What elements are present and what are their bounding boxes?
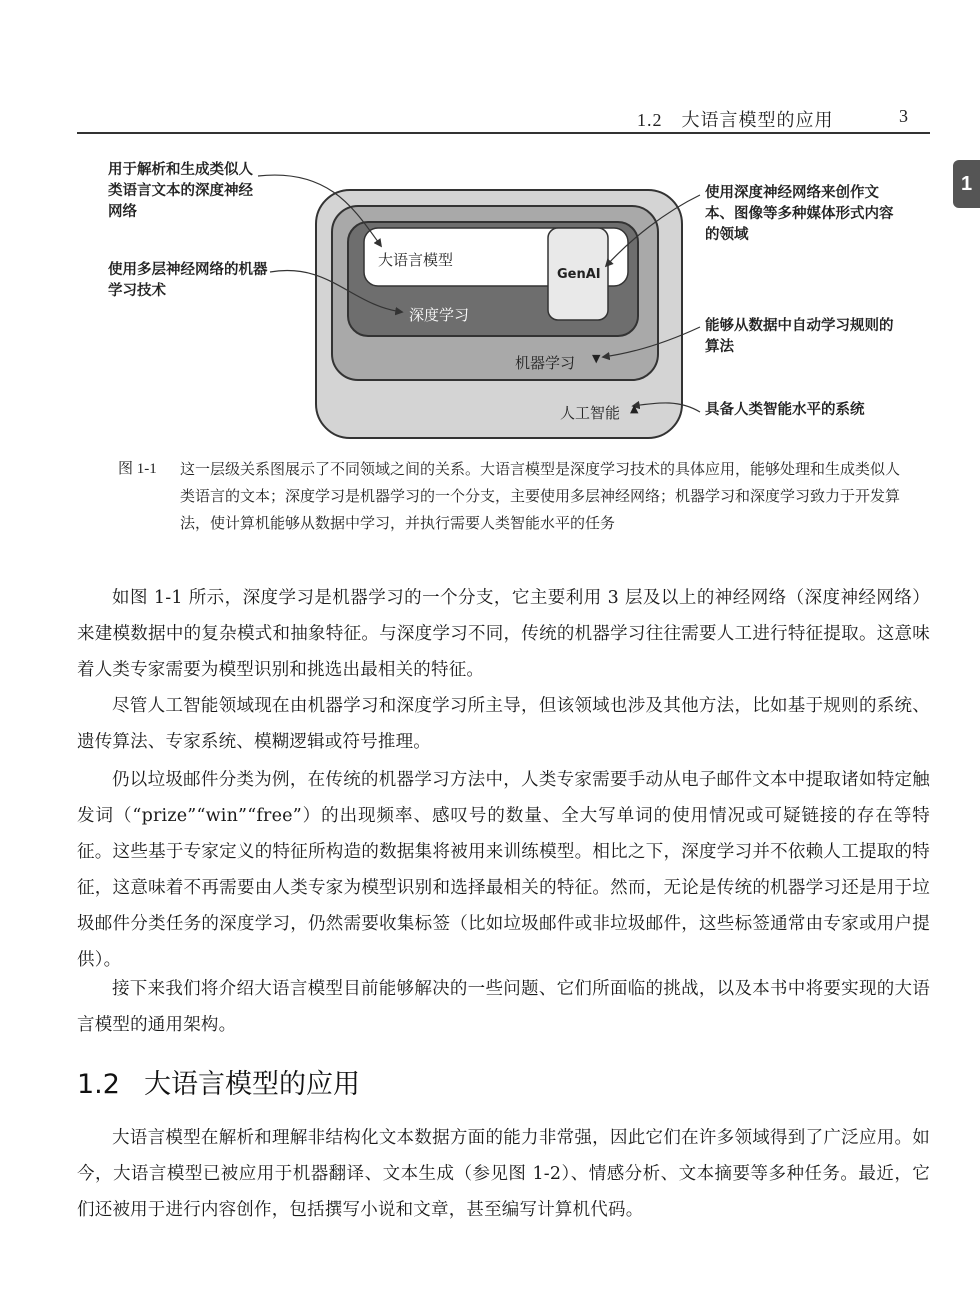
label-ai-description: 具备人类智能水平的系统 xyxy=(705,402,865,418)
section-title: 大语言模型的应用 xyxy=(143,1069,360,1100)
section-number: 1.2 xyxy=(77,1069,120,1100)
caption-text: 这一层级关系图展示了不同领域之间的关系。大语言模型是深度学习技术的具体应用，能够处理和生成类似人类语言的文本；深度学习是机器学习的一个分支，主要使用多层神经网络；机器学习和深度学习致力于开发算法，使计算机能够从数据中学习，并执行需要人类智能水平的任务 xyxy=(180,460,901,532)
figure-1-1 xyxy=(0,140,980,450)
header-section-title: 1.2 大语言模型的应用 xyxy=(637,110,834,130)
box-label-llm: 大语言模型 xyxy=(378,251,454,269)
paragraph-4: 接下来我们将介绍大语言模型目前能够解决的一些问题、它们所面临的挑战，以及本书中将要实现的大语言模型的通用架构。 xyxy=(77,979,930,1035)
section-paragraph-1: 大语言模型在解析和理解非结构化文本数据方面的能力非常强，因此它们在许多领域得到了广泛应用。如今，大语言模型已被应用于机器翻译、文本生成（参见图 1-2）、情感分析、文本摘要等多种任务。最近，它们还被用于进行内容创作，包括撰写小说和文章，甚至编写计算机代码。 xyxy=(77,1128,930,1220)
caption-number: 图 1-1 xyxy=(118,461,157,477)
label-ml-description: 能够从数据中自动学习规则的算法 xyxy=(705,318,894,355)
box-label-ai: 人工智能 xyxy=(560,404,621,422)
box-label-ml: 机器学习 xyxy=(515,354,576,372)
label-dl-description: 使用多层神经网络的机器学习技术 xyxy=(108,262,268,299)
paragraph-3: 仍以垃圾邮件分类为例，在传统的机器学习方法中，人类专家需要手动从电子邮件文本中提取诸如特定触发词（“prize”“win”“free”）的出现频率、感叹号的数量、全大写单词的使用情况或可疑链接的存在等特征。这些基于专家定义的特征所构造的数据集将被用来训练模型。相比之下，深度学习并不依赖人工提取的特征，这意味着不再需要由人类专家为模型识别和选择最相关的特征。然而，无论是传统的机器学习还是用于垃圾邮件分类任务的深度学习，仍然需要收集标签（比如垃圾邮件或非垃圾邮件，这些标签通常由专家或用户提供）。 xyxy=(77,770,930,970)
label-llm-description: 用于解析和生成类似人类语言文本的深度神经网络 xyxy=(108,162,253,220)
paragraph-1: 如图 1-1 所示，深度学习是机器学习的一个分支，它主要利用 3 层及以上的神经网络（深度神经网络）来建模数据中的复杂模式和抽象特征。与深度学习不同，传统的机器学习往往需要人工进行特征提取。这意味着人类专家需要为模型识别和挑选出最相关的特征。 xyxy=(77,588,930,680)
running-header xyxy=(77,106,930,134)
paragraph-2: 尽管人工智能领域现在由机器学习和深度学习所主导，但该领域也涉及其他方法，比如基于规则的系统、遗传算法、专家系统、模糊逻辑或符号推理。 xyxy=(77,696,930,752)
arrowhead-ml: ▼ xyxy=(592,352,601,365)
figure-caption xyxy=(118,456,908,537)
box-label-dl: 深度学习 xyxy=(409,306,470,324)
label-genai-description: 使用深度神经网络来创作文本、图像等多种媒体形式内容的领域 xyxy=(705,185,894,243)
section-heading xyxy=(77,1062,360,1101)
arrowhead-ai: ▲ xyxy=(630,402,639,415)
chapter-tab: 1 xyxy=(953,160,980,208)
box-label-genai: GenAI xyxy=(557,267,601,282)
page-number: 3 xyxy=(899,106,908,126)
